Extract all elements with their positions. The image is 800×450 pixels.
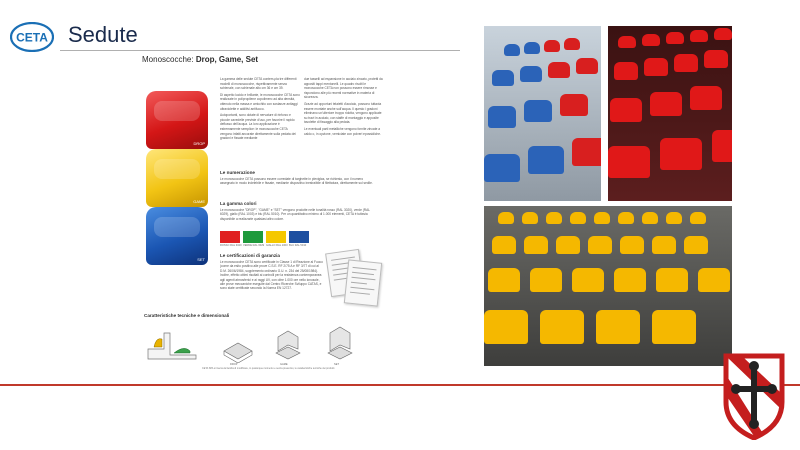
chair [618, 36, 636, 48]
swatch-blue [289, 231, 309, 243]
chair [504, 44, 520, 56]
drop-dimension-drawing [218, 325, 258, 363]
chair [704, 50, 728, 68]
dimension-label: GAME [280, 363, 288, 366]
chair [614, 268, 646, 292]
certifications-heading: Le certificazioni di garanzia [220, 253, 280, 258]
chair [564, 38, 580, 50]
dimension-label: DROP [230, 363, 238, 366]
numbering-text: Le monoscocche CETA possono essere corredate di targhette in plexiglas, se richiesto, con il numero assegnato in modo indelebile e fissate, mediante dispositivo inestraibile di filettatura, direttamente sul sedile. [220, 177, 373, 186]
bottom-divider [0, 384, 800, 386]
swatch-label: VERDE RAL 6029 [243, 244, 265, 247]
chair [524, 236, 548, 254]
chair [666, 212, 682, 224]
chair [492, 70, 514, 86]
chair [484, 154, 520, 182]
certifications-text: Le monoscocche CETA sono certificate in Classe 1 di Reazione al Fuoco (come da esito positivo alle prove C.S.E. RF 2/75 A e RF 3/77 di cui al D.M. 26/06/1984, supplemento ordinario G.U. n. 234 del 25/08/1984). Inoltre, effetto ottimi risultati ai controlli per la resistenza contemporanea agli agenti atmosferici e ai raggi UV, con oltre 1.000 ore nello ionosole, alle prove meccaniche eseguite dal Centro Ricerche Sviluppo CATAS, e sono state certificate secondo la Norma EN 12727. [220, 260, 323, 291]
chair [712, 130, 732, 162]
chair [652, 310, 696, 344]
dimensions-heading: Caratteristiche tecniche e dimensionali [144, 313, 230, 318]
seat-label: SET [197, 257, 205, 262]
seat-image-game [146, 149, 208, 207]
logo-text: CETA [16, 30, 48, 45]
chair [620, 236, 644, 254]
chair [594, 212, 610, 224]
chair [544, 40, 560, 52]
text-column-right: due tasselli ad espansione in acciaio zincato, protetti da appositi tappi mentonelli. Le quadro risolti le monoscocche CETA non possono essere rimosse e rispondono alle più recenti normative in materia di sicurezza. Grazie ad opportuni telaietti d'acciaio, possono tuttavia essere montate anche sull'acqua. Il questo i gradoni eliminano un'ulteriore troppo ridotta, vengono applicate su travi in acciaio, con staffe di montaggio e apposite tavolette di fissaggio alla pedata. Le eventuali parti metalliche vengono fornite zincate a caldo o, in opzione, verniciate con polveri epossidiche. [304, 77, 383, 136]
chair [660, 138, 702, 170]
chair [522, 212, 538, 224]
brochure-heading: Monoscocche: Drop, Game, Set [142, 55, 259, 64]
chair [684, 236, 708, 254]
chair [614, 62, 638, 80]
chair [650, 92, 682, 116]
brochure-footer: CETA SPA si riserva la facoltà di modificare, in qualunque momento e senza preavviso, le caratteristiche tecniche dei prodotti. [202, 367, 335, 370]
chair [644, 58, 668, 76]
chair [666, 32, 684, 44]
chair [690, 86, 722, 110]
chair [690, 30, 708, 42]
chair [642, 212, 658, 224]
chair [596, 310, 640, 344]
seat-image-drop [146, 91, 208, 149]
chair [714, 28, 732, 40]
chair [588, 236, 612, 254]
swatch-green [243, 231, 263, 243]
photo-red-seats [608, 26, 732, 201]
swatch-label: BLU RAL 5010 [289, 244, 307, 247]
text-column-left: La gamma delle sedute CETA contem-pla tre differenti modelli di monoscocche, rispettivamente senza schienale, con schienale alto cm 36 e cm 39. Di aspetto lucido e brillante, le monoscocche CETA sono realizzate in polipropilene copolimero ad alta densità, ottenuto nella massa e arricchito con sostanze antiaggi ultraviolette e additivi antifuoco. Autoportanti, sono dotate di nervature di rinforzo e piccole cavedelle previste d'uso, per favorire il rapido deflusso dell'acqua. La loro applicazione è estremamente semplice: le monoscocche CETA vengono infatti ancorate direttamente sulla pedata dei gradoni e fissate mediante [220, 77, 300, 141]
chair [570, 212, 586, 224]
chair [556, 236, 580, 254]
photo-blue-red-seats [484, 26, 601, 201]
swatch-yellow [266, 231, 286, 243]
side-profile-drawing [144, 325, 200, 363]
chair [540, 310, 584, 344]
swatch-label: ROSSO RAL 3020 [220, 244, 242, 247]
page-title: Sedute [68, 22, 138, 47]
chair [656, 268, 688, 292]
chair [560, 94, 588, 116]
game-dimension-drawing [268, 325, 308, 363]
chair [488, 106, 516, 128]
chair [642, 34, 660, 46]
seat-label: DROP [193, 141, 205, 146]
dimension-label: SET [334, 363, 340, 366]
certificate-image [344, 259, 382, 306]
chair [528, 146, 564, 174]
chair [572, 268, 604, 292]
chair [488, 268, 520, 292]
chair [610, 98, 642, 122]
coat-of-arms-icon [722, 352, 786, 440]
chair [530, 268, 562, 292]
brochure-page [142, 55, 388, 373]
chair [492, 236, 516, 254]
chair [546, 212, 562, 224]
chair [572, 138, 601, 166]
swatch-red [220, 231, 240, 243]
colors-heading: La gamma colori [220, 201, 257, 206]
chair [698, 268, 730, 292]
set-dimension-drawing [320, 325, 360, 363]
chair [524, 42, 540, 54]
seat-image-set [146, 207, 208, 265]
swatch-label: GIALLO RAL 1003 [266, 244, 288, 247]
ceta-logo [10, 22, 54, 52]
chair [524, 100, 552, 122]
numbering-heading: Le numerazione [220, 170, 255, 175]
chair [652, 236, 676, 254]
chair [690, 212, 706, 224]
photo-yellow-seats [484, 206, 732, 366]
chair [674, 54, 698, 72]
chair [618, 212, 634, 224]
chair [484, 310, 528, 344]
chair [498, 212, 514, 224]
seat-label: GAME [193, 199, 205, 204]
chair [576, 58, 598, 74]
chair [548, 62, 570, 78]
chair [520, 66, 542, 82]
colors-text: Le monoscocche "DROP", "GAME" e "SET" vengono prodotte nelle tonalità rosso (RAL 3020), verde (RAL 6029), giallo (RAL 1003) e blu (RAL 5010). Per un quantitativo minimo di 1.000 elementi, CETA è tuttavia disponibile a realizzarle qualsiasi altro colore. [220, 208, 370, 221]
title-divider [60, 50, 460, 51]
chair [608, 146, 650, 178]
